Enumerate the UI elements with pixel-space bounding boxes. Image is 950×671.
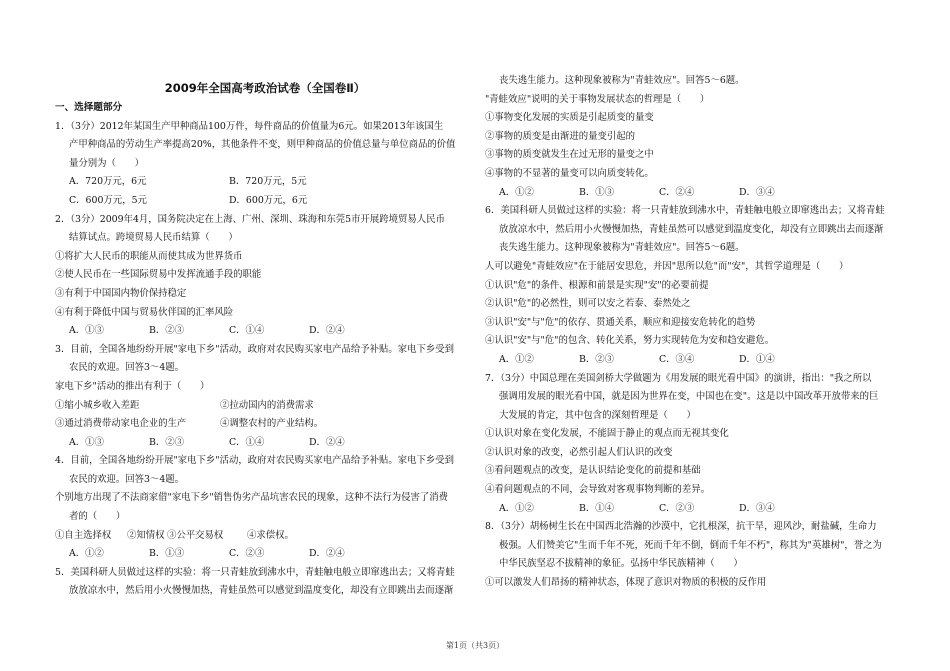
option-b: B．②③ (579, 353, 615, 365)
statement-item: ①可以激发人们昂扬的精神状态，体现了意识对物质的积极的反作用 (485, 577, 767, 589)
statement-item: ②拉动国内的消费需求 (220, 399, 314, 411)
question-4 (55, 452, 475, 564)
option-b: B．①③ (149, 548, 185, 560)
answer-options (485, 351, 900, 370)
option-c: C．②④ (659, 186, 695, 198)
question-text: 产甲种商品的劳动生产率提高20%，其他条件不变，则甲种商品的价值总量与单位商品的价值 (69, 139, 456, 151)
question-1 (55, 118, 475, 211)
question-text: 3．目前，全国各地纷纷开展"家电下乡"活动，政府对农民购买家电产品给予补贴。家电下乡受到 (55, 343, 454, 355)
option-c: C．①④ (229, 325, 265, 337)
question-stem: 人可以避免"青蛙效应"在于能居安思危，并因"思所以危"而"安"，其哲学道理是（ ） (485, 260, 849, 272)
option-c: C．②③ (229, 548, 265, 560)
question-text: 7．（3分）中国总理在美国剑桥大学做题为《用发展的眼光看中国》的演讲，指出："我之所以 (485, 372, 872, 384)
answer-options (485, 184, 900, 203)
option-a: A．①③ (69, 325, 104, 337)
question-text: 1．（3分）2012年某国生产甲种商品100万件，每件商品的价值量为6元。如果2013年该国生 (55, 120, 444, 132)
question-text: 5．美国科研人员做过这样的实验：将一只青蛙放到沸水中，青蛙触电般立即窜逃出去；又将青蛙 (55, 566, 455, 578)
statement-row (55, 527, 475, 546)
question-text: 农民的欢迎。回答3～4题。 (69, 362, 185, 374)
question-text: 结算试点。跨境贸易人民币结算（ ） (69, 232, 238, 244)
question-6 (485, 202, 900, 369)
answer-options (485, 500, 900, 519)
option-b: B．②③ (149, 325, 185, 337)
question-text: 放放凉水中，然后用小火慢慢加热，青蛙虽然可以感觉到温度变化，却没有立即跳出去而逐渐 (69, 585, 454, 597)
option-d: D．②④ (309, 548, 345, 560)
option-d: D．①④ (739, 353, 775, 365)
question-text: 极强。人们赞美它"生而千年不死，死而千年不倒，倒而千年不朽"，称其为"英雄树"，誉之为 (499, 539, 882, 551)
question-stem: "青蛙效应"说明的关于事物发展状态的哲理是（ ） (485, 93, 710, 105)
option-b: B．①③ (579, 186, 615, 198)
option-a: A．①③ (69, 436, 104, 448)
statement-item: ③公平交易权 (167, 529, 224, 541)
question-stem: 家电下乡"活动的推出有利于（ ） (55, 380, 210, 392)
statement-item: ①认识"危"的条件、根源和前景是实现"安"的必要前提 (485, 279, 709, 291)
statement-item: ①认识对象在变化发展，不能固于静止的观点而无视其变化 (485, 428, 729, 440)
question-stem: 者的（ ） (69, 511, 126, 523)
option-c: C．600万元，5元 (69, 194, 147, 206)
statement-item: ①事物变化发展的实质是引起质变的量变 (485, 112, 654, 124)
section-heading: 一、选择题部分 (55, 102, 123, 113)
question-text: 强调用发展的眼光看中国，就是因为世界在变，中国也在变"。这是以中国改革开放带来的巨 (499, 391, 879, 403)
question-text: 8．（3分）胡杨树生长在中国西北浩瀚的沙漠中，它扎根深，抗干旱，迎风沙，耐盐碱，生命力 (485, 521, 877, 533)
option-c: C．①④ (229, 436, 265, 448)
statement-item: ②认识"危"的必然性，则可以安之若泰、泰然处之 (485, 298, 691, 310)
question-2 (55, 211, 475, 341)
question-stem: 个别地方出现了不法商家借"家电下乡"销售伪劣产品坑害农民的现象，这种不法行为侵害了消费 (55, 492, 449, 504)
option-c: C．②③ (659, 502, 695, 514)
statement-item: ④看问题观点的不同，会导致对客观事物判断的差异。 (485, 484, 711, 496)
statement-item: ②认识对象的改变，必然引起人们认识的改变 (485, 446, 673, 458)
question-5 (55, 564, 475, 601)
page-title: 2009年全国高考政治试卷（全国卷Ⅱ） (164, 81, 366, 95)
statement-item: ④认识"安"与"危"的包含、转化关系，努力实现转危为安和趋安避危。 (485, 335, 775, 347)
option-a: A．①② (499, 186, 534, 198)
statement-item: ④事物的不显著的量变可以向质变转化。 (485, 167, 654, 179)
option-b: B．①④ (579, 502, 615, 514)
question-text: 6．美国科研人员做过这样的实验：将一只青蛙放到沸水中，青蛙触电般立即窜逃出去；又将青蛙 (485, 205, 885, 217)
statement-item: ③看问题观点的改变，是认识结论变化的前提和基础 (485, 465, 701, 477)
statement-item: ③通过消费带动家电企业的生产 (55, 418, 187, 430)
option-d: D．600万元，6元 (229, 194, 308, 206)
option-d: D．②④ (309, 436, 345, 448)
statement-item: ①缩小城乡收入差距 (55, 399, 140, 411)
answer-options (55, 192, 475, 211)
question-text: 放放凉水中，然后用小火慢慢加热，青蛙虽然可以感觉到温度变化，却没有立即跳出去而逐渐 (499, 223, 884, 235)
right-column (485, 72, 900, 593)
statement-item: ①自主选择权 (55, 529, 112, 541)
statement-item: ②知情权 (127, 529, 165, 541)
statement-row (55, 397, 475, 416)
option-b: B．②③ (149, 436, 185, 448)
question-text: 农民的欢迎。回答3～4题。 (69, 473, 185, 485)
statement-item: ④有利于降低中国与贸易伙伴国的汇率风险 (55, 306, 234, 318)
statement-row (55, 415, 475, 434)
answer-options (55, 322, 475, 341)
option-d: D．②④ (309, 325, 345, 337)
answer-options (55, 545, 475, 564)
option-a: A．720万元，6元 (69, 176, 147, 188)
option-d: D．③④ (739, 186, 775, 198)
option-d: D．③④ (739, 502, 775, 514)
option-c: C．③④ (659, 353, 695, 365)
statement-item: ③事物的质变就发生在过无形的量变之中 (485, 149, 654, 161)
option-a: A．①② (69, 548, 104, 560)
statement-item: ④调整农村的产业结构。 (220, 418, 324, 430)
option-a: A．①② (499, 353, 534, 365)
statement-item: ③认识"安"与"危"的依存、贯通关系，顺应和迎接安危转化的趋势 (485, 316, 756, 328)
statement-item: ②使人民币在一些国际贸易中发挥流通手段的职能 (55, 269, 262, 281)
option-b: B．720万元，5元 (229, 176, 307, 188)
question-text: 中华民族坚忍不拔精神的象征。弘扬中华民族精神（ ） (499, 558, 743, 570)
answer-options (55, 434, 475, 453)
question-text: 丧失逃生能力。这种现象被称为"青蛙效应"。回答5～6题。 (499, 242, 745, 254)
question-text: 4．目前，全国各地纷纷开展"家电下乡"活动，政府对农民购买家电产品给予补贴。家电下乡受到 (55, 455, 454, 467)
question-text: 大发展的肯定，其中包含的深刻哲理是（ ） (499, 409, 696, 421)
question-3 (55, 341, 475, 453)
statement-item: ④求偿权。 (247, 529, 294, 541)
left-column (55, 0, 475, 601)
statement-item: ③有利于中国国内物价保持稳定 (55, 287, 187, 299)
question-8 (485, 518, 900, 592)
question-text: 2．（3分）2009年4月，国务院决定在上海、广州、深圳、珠海和东莞5市开展跨境贸易人民币 (55, 213, 445, 225)
answer-options (55, 173, 475, 192)
option-a: A．①② (499, 502, 534, 514)
question-text: 量分别为（ ） (69, 157, 145, 169)
question-7 (485, 370, 900, 519)
question-text: 丧失逃生能力。这种现象被称为"青蛙效应"。回答5～6题。 (499, 75, 745, 86)
statement-item: ②事物的质变是由渐进的量变引起的 (485, 130, 636, 142)
statement-item: ①将扩大人民币的职能从而使其成为世界货币 (55, 250, 243, 262)
page-footer: 第1页（共3页） (445, 641, 505, 650)
